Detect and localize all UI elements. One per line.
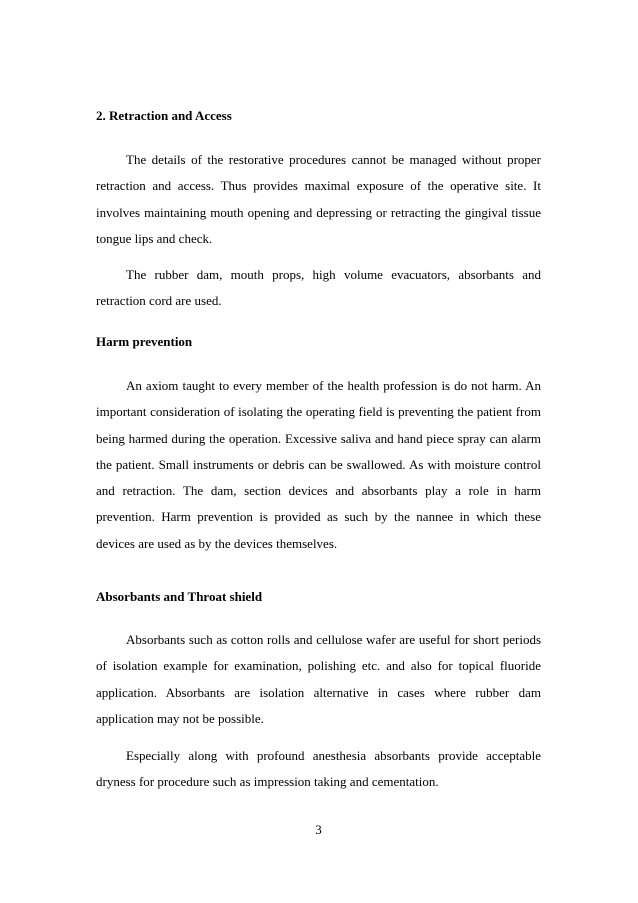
section-heading-harm-prevention: Harm prevention: [96, 334, 193, 349]
paragraph-retraction-tools: The rubber dam, mouth props, high volume evacuators, absorbants and retraction cord are used.: [96, 267, 541, 309]
section-heading-retraction-access: 2. Retraction and Access: [96, 108, 232, 123]
paragraph-retraction-details: The details of the restorative procedures cannot be managed without proper retraction and access. Thus provides maximal exposure of the operative site. It involves maintaining mouth opening and depressing or retracting the gingival tissue tongue lips and check.: [96, 152, 541, 246]
paragraph-harm-prevention: An axiom taught to every member of the health profession is do not harm. An important consideration of isolating the operating field is preventing the patient from being harmed during the operation. Excessive saliva and hand piece spray can alarm the patient. Small instruments or debris can be swallowed. As with moisture control and retraction. The dam, section devices and absorbants play a role in harm prevention. Harm prevention is provided as such by the nannee in which these devices are used as by the devices themselves.: [96, 378, 541, 551]
paragraph-absorbants-usage: Absorbants such as cotton rolls and cellulose wafer are useful for short periods of isolation example for examination, polishing etc. and also for topical fluoride application. Absorbants are isolation alternative in cases where rubber dam application may not be possible.: [96, 632, 541, 726]
section-heading-absorbants-throat-shield: Absorbants and Throat shield: [96, 589, 263, 604]
page-number: 3: [315, 822, 322, 837]
document-page: [96, 0, 541, 903]
paragraph-absorbants-anesthesia: Especially along with profound anesthesia absorbants provide acceptable dryness for procedure such as impression taking and cementation.: [96, 748, 541, 790]
